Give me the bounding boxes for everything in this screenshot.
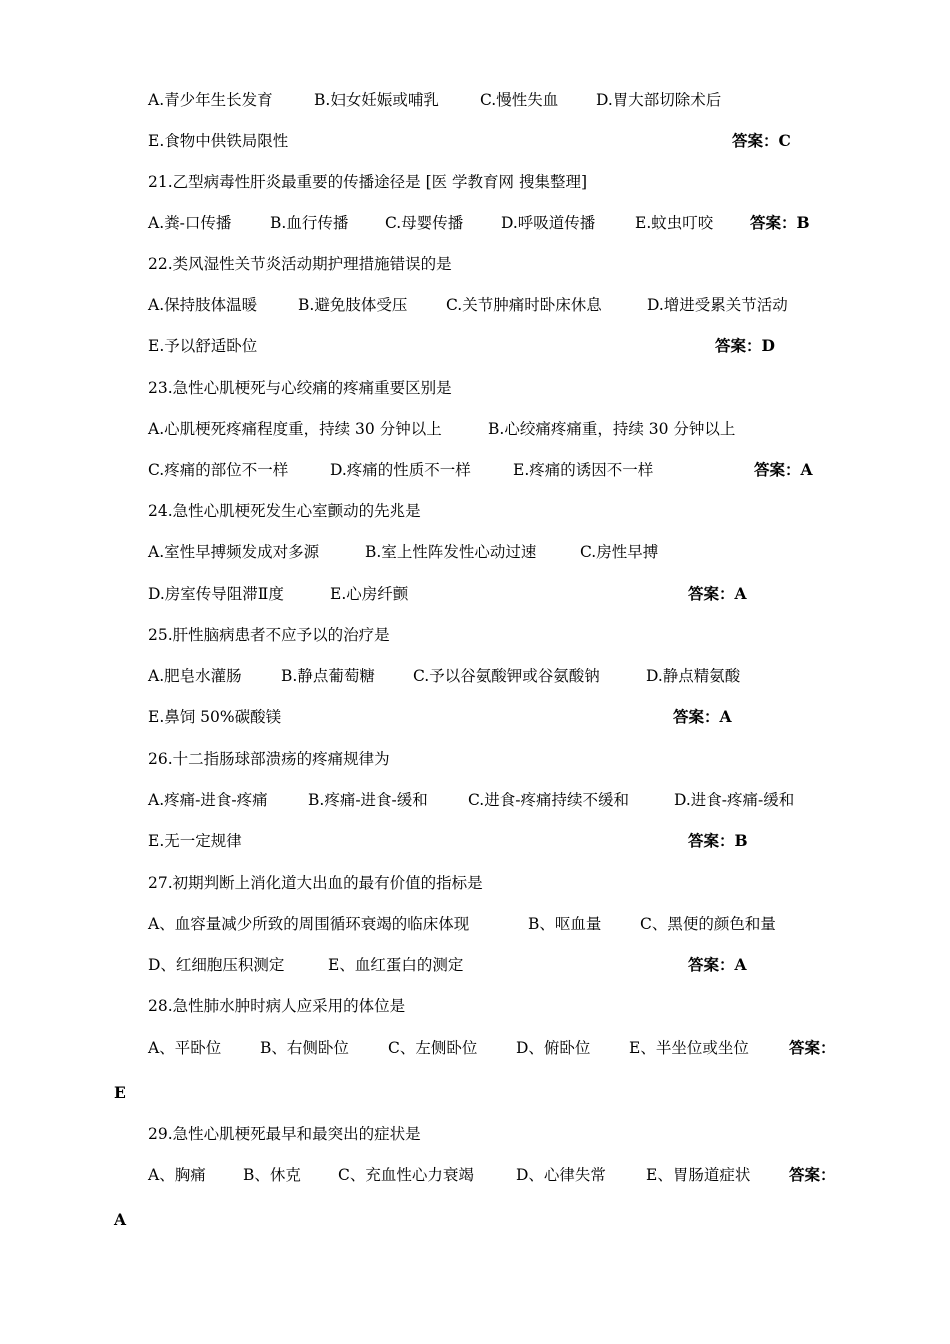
option-text: B、呕血量 [528, 915, 602, 933]
option-text: B、休克 [243, 1166, 301, 1184]
option-text: D.进食-疼痛-缓和 [674, 791, 795, 809]
option-text: B.静点葡萄糖 [281, 667, 375, 685]
option-text: C.慢性失血 [480, 91, 559, 109]
answer-label: 答案： [789, 1165, 836, 1184]
option-text: D.增进受累关节活动 [647, 296, 788, 314]
option-text: D.胃大部切除术后 [596, 91, 722, 109]
option-text: A.肥皂水灌肠 [148, 667, 242, 685]
option-text: E、半坐位或坐位 [629, 1039, 749, 1057]
option-text: E.无一定规律 [148, 832, 242, 850]
option-text: A、胸痛 [148, 1166, 206, 1184]
option-text: E.疼痛的诱因不一样 [513, 461, 654, 479]
option-text: E、血红蛋白的测定 [328, 956, 464, 974]
question-line [148, 625, 930, 645]
answer-label: 答案：A [754, 460, 813, 479]
question-text: 25.肝性脑病患者不应予以的治疗是 [148, 626, 390, 644]
option-text: B.室上性阵发性心动过速 [365, 543, 537, 561]
option-text: E.心房纤颤 [330, 585, 409, 603]
answer-label: 答案：A [688, 584, 747, 603]
answer-label: 答案：B [750, 213, 810, 232]
answer-continuation: E [114, 1083, 126, 1102]
question-line [148, 749, 930, 769]
question-text: 21.乙型病毒性肝炎最重要的传播途径是 [医 学教育网 搜集整理] [148, 173, 588, 191]
option-text: A.粪-口传播 [148, 214, 232, 232]
answer-continuation: A [114, 1210, 127, 1229]
question-line [148, 254, 930, 274]
option-text: C、左侧卧位 [388, 1039, 478, 1057]
option-text: D、心律失常 [516, 1166, 606, 1184]
option-text: B.血行传播 [270, 214, 349, 232]
option-text: C.予以谷氨酸钾或谷氨酸钠 [413, 667, 600, 685]
option-text: D.呼吸道传播 [501, 214, 596, 232]
option-text: A、血容量减少所致的周围循环衰竭的临床体现 [148, 915, 470, 933]
option-text: B、右侧卧位 [260, 1039, 349, 1057]
question-text: 29.急性心肌梗死最早和最突出的症状是 [148, 1125, 421, 1143]
answer-label: 答案：C [732, 131, 791, 150]
option-text: D.房室传导阻滞Ⅱ度 [148, 585, 284, 603]
question-line [148, 378, 930, 398]
option-text: C、充血性心力衰竭 [338, 1166, 474, 1184]
question-text: 28.急性肺水肿时病人应采用的体位是 [148, 997, 406, 1015]
option-text: A.青少年生长发育 [148, 91, 273, 109]
question-text: 24.急性心肌梗死发生心室颤动的先兆是 [148, 502, 421, 520]
option-text: A.心肌梗死疼痛程度重，持续 30 分钟以上 [148, 420, 442, 438]
option-text: E.蚊虫叮咬 [635, 214, 714, 232]
option-text: D、红细胞压积测定 [148, 956, 285, 974]
answer-label: 答案：A [673, 707, 732, 726]
question-line [148, 172, 930, 192]
answer-label: 答案：A [688, 955, 747, 974]
question-text: 23.急性心肌梗死与心绞痛的疼痛重要区别是 [148, 379, 452, 397]
option-text: B.心绞痛疼痛重，持续 30 分钟以上 [488, 420, 736, 438]
option-text: D.疼痛的性质不一样 [330, 461, 471, 479]
option-text: E.食物中供铁局限性 [148, 132, 289, 150]
option-text: A.疼痛-进食-疼痛 [148, 791, 268, 809]
option-text: B.避免肢体受压 [298, 296, 408, 314]
option-text: C.疼痛的部位不一样 [148, 461, 289, 479]
answer-label: 答案： [789, 1038, 836, 1057]
option-text: A.室性早搏频发成对多源 [148, 543, 320, 561]
option-text: A.保持肢体温暖 [148, 296, 258, 314]
question-line [148, 501, 930, 521]
option-text: E、胃肠道症状 [646, 1166, 751, 1184]
option-text: E.予以舒适卧位 [148, 337, 258, 355]
option-text: A、平卧位 [148, 1039, 222, 1057]
answer-label: 答案：D [715, 336, 775, 355]
option-text: B.疼痛-进食-缓和 [308, 791, 428, 809]
question-text: 26.十二指肠球部溃疡的疼痛规律为 [148, 750, 390, 768]
option-text: C.母婴传播 [385, 214, 464, 232]
option-text: C、黑便的颜色和量 [640, 915, 776, 933]
option-text: D、俯卧位 [516, 1039, 591, 1057]
option-text: C.进食-疼痛持续不缓和 [468, 791, 629, 809]
question-line [148, 996, 930, 1016]
answer-label: 答案：B [688, 831, 748, 850]
question-text: 22.类风湿性关节炎活动期护理措施错误的是 [148, 255, 452, 273]
option-text: C.关节肿痛时卧床休息 [446, 296, 602, 314]
question-line [148, 873, 930, 893]
option-text: B.妇女妊娠或哺乳 [314, 91, 439, 109]
question-text: 27.初期判断上消化道大出血的最有价值的指标是 [148, 874, 483, 892]
option-text: D.静点精氨酸 [646, 667, 741, 685]
question-line [148, 1124, 930, 1144]
option-text: E.鼻饲 50%碳酸镁 [148, 708, 282, 726]
option-text: C.房性早搏 [580, 543, 659, 561]
